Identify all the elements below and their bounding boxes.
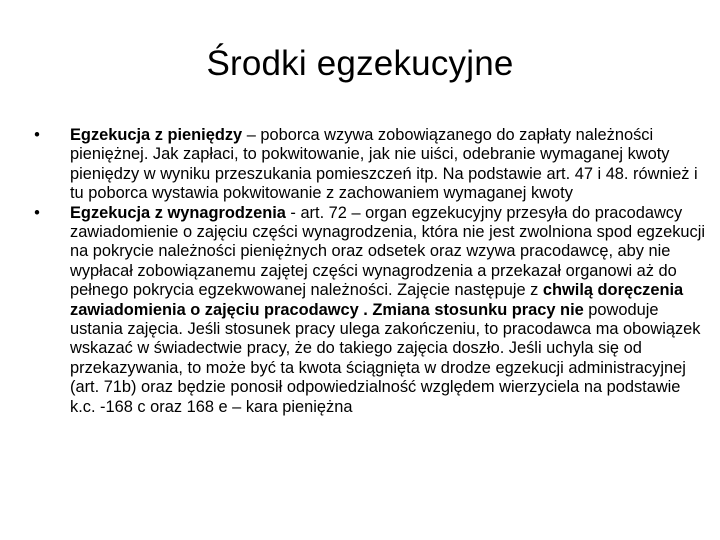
bullet-text: - art. 72 – organ egzekucyjny przesyła do pracodawcy zawiadomienie o zajęciu części wynagrodzenia, która nie jest zwolniona spod egzekucji na pokrycie należności pieniężnych oraz odsetek oraz wzywa pracodawcę, aby nie wypłacał zobowiązanemu zajętej części wynagrodzenia a przekazał organowi aż do pełnego pokrycia egzekwowanej należności. Zajęcie następuje z: [70, 203, 706, 300]
bullet-icon: •: [34, 203, 40, 222]
slide-title: Środki egzekucyjne: [206, 44, 514, 83]
bullet-item-money: [28, 126, 708, 204]
bullet-text: – poborca wzywa zobowiązanego do zapłaty należności pieniężnej. Jak zapłaci, to pokwitowanie, jak nie uiści, odebranie wymaganej kwoty pieniędzy w wyniku przeszukania pomieszczeń itp. Na podstawie art. 47 i 48. również i tu poborca wystawia pokwitowanie z zachowaniem wymaganej kwoty: [70, 126, 698, 203]
bullet-icon: •: [34, 126, 40, 144]
bullet-lead: Egzekucja z pieniędzy: [70, 126, 243, 144]
bullet-lead: Egzekucja z wynagrodzenia: [70, 203, 286, 222]
bullet-item-salary: [28, 204, 708, 417]
slide-content: [28, 126, 708, 417]
bullet-text-continued: powoduje ustania zajęcia. Jeśli stosunek pracy ulega zakończeniu, to pracodawca ma obowiązek wskazać w świadectwie pracy, że do takiego zajęcia doszło. Jeśli uchyla się od przekazywania, to może być ta kwota ściągnięta w drodze egzekucji administracyjnej (art. 71b) oraz będzie ponosił odpowiedzialność względem wierzyciela na podstawie k.c. -168 c oraz 168 e – kara pieniężna: [70, 300, 701, 416]
bullet-emphasis: chwilą doręczenia zawiadomienia o zajęciu pracodawcy . Zmiana stosunku pracy nie: [70, 281, 684, 319]
